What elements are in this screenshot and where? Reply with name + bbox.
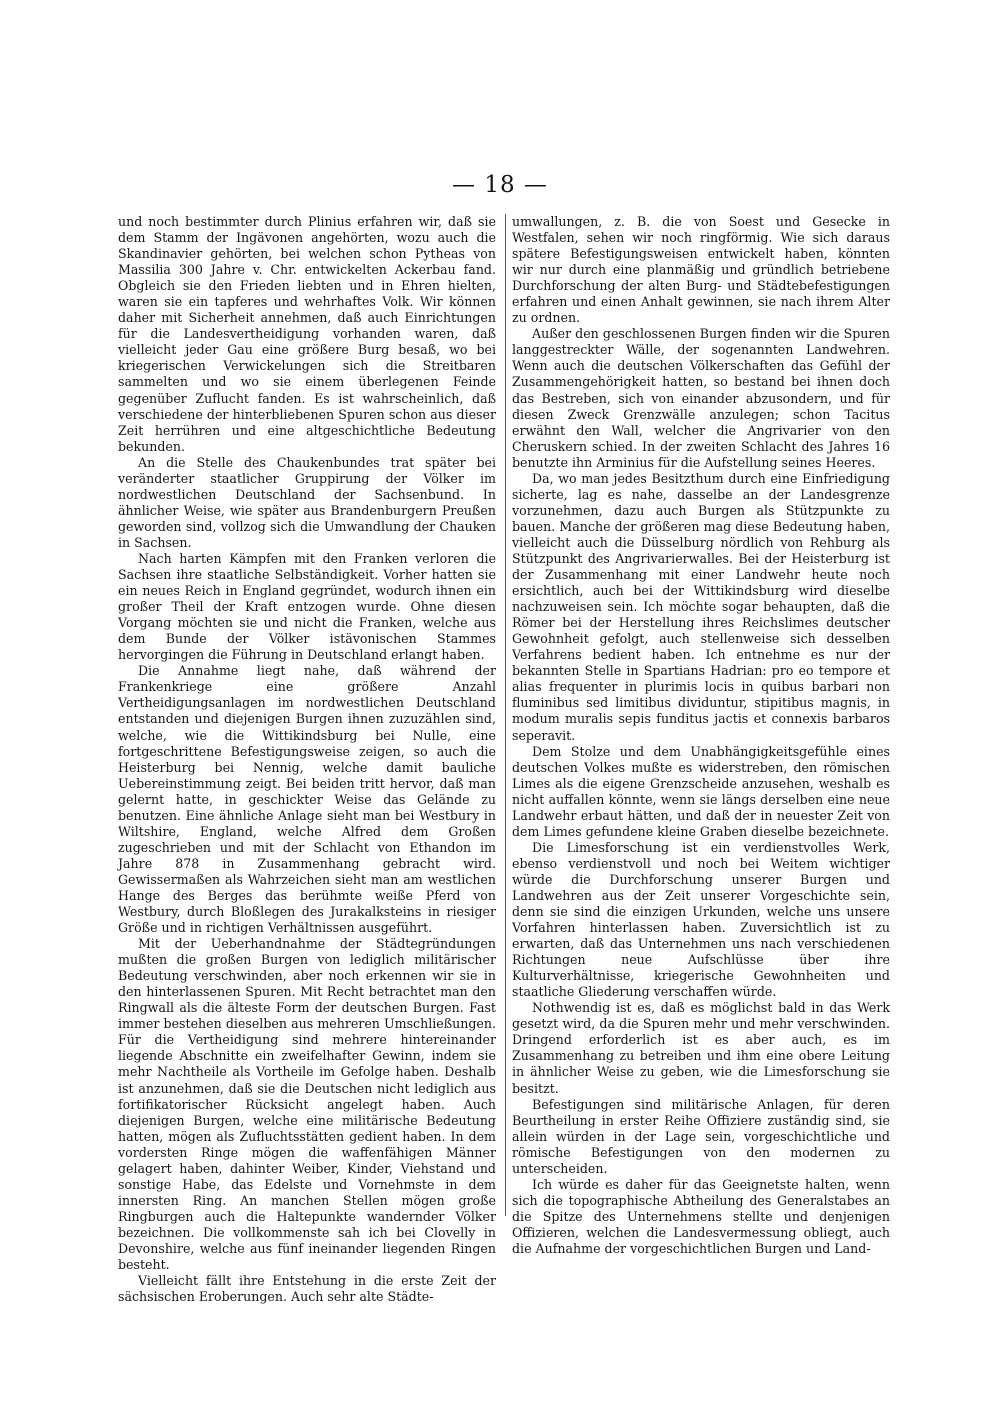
column-divider — [505, 214, 506, 1216]
paragraph: An die Stelle des Chaukenbundes trat später bei veränderter staatlicher Gruppirung der Völker im nordwestlichen Deutschland der Sachsenbund. In ähnlicher Weise, wie später aus Brandenburgern Preußen geworden sind, vollzog sich die Umwandlung der Chauken in Sachsen. — [118, 454, 496, 550]
paragraph: Die Annahme liegt nahe, daß während der Frankenkriege eine größere Anzahl Vertheidigungsanlagen im nordwestlichen Deutschland entstanden und diejenigen Burgen ihnen zuzuzählen sind, welche, wie die Wittikindsburg bei Nulle, eine fortgeschrittene Befestigungsweise zeigen, so auch die Heisterburg bei Nennig, welche damit bauliche Uebereinstimmung zeigt. Bei beiden tritt hervor, daß man gelernt hatte, in geschickter Weise das Gelände zu benutzen. Eine ähnliche Anlage sieht man bei Westbury in Wiltshire, England, welche Alfred dem Großen zugeschrieben und mit der Schlacht von Ethandon im Jahre 878 in Zusammenhang gebracht wird. Gewissermaßen als Wahrzeichen sieht man am westlichen Hange des Berges das berühmte weiße Pferd von Westbury, durch Bloßlegen des Jurakalksteins in riesiger Größe und in richtigen Verhältnissen ausgeführt. — [118, 663, 496, 936]
right-column — [512, 214, 890, 1257]
paragraph: Ich würde es daher für das Geeignetste halten, wenn sich die topographische Abtheilung des Generalstabes an die Spitze des Unternehmens stellte und denjenigen Offizieren, welchen die Landesvermessung obliegt, auch die Aufnahme der vorgeschichtlichen Burgen und Land- — [512, 1176, 890, 1256]
paragraph: Außer den geschlossenen Burgen finden wir die Spuren langgestreckter Wälle, der sogenannten Landwehren. Wenn auch die deutschen Völkerschaften das Gefühl der Zusammengehörigkeit hatten, so bestand bei ihnen doch das Bestreben, sich von einander abzusondern, und für diesen Zweck Grenzwälle anzulegen; schon Tacitus erwähnt den Wall, welcher die Angrivarier von den Cheruskern schied. In der zweiten Schlacht des Jahres 16 benutzte ihn Arminius für die Aufstellung seines Heeres. — [512, 326, 890, 470]
page-number: — 18 — — [452, 172, 548, 198]
left-column — [118, 214, 496, 1305]
paragraph: Vielleicht fällt ihre Entstehung in die erste Zeit der sächsischen Eroberungen. Auch sehr alte Städte- — [118, 1273, 496, 1305]
paragraph: Nach harten Kämpfen mit den Franken verloren die Sachsen ihre staatliche Selbständigkeit. Vorher hatten sie ein neues Reich in England gegründet, wodurch ihnen ein großer Theil der Kraft entzogen wurde. Ohne diesen Vorgang möchten sie und nicht die Franken, welche aus dem Bunde der Völker istävonischen Stammes hervorgingen die Führung in Deutschland erlangt haben. — [118, 550, 496, 663]
paragraph: Nothwendig ist es, daß es möglichst bald in das Werk gesetzt wird, da die Spuren mehr und mehr verschwinden. Dringend erforderlich ist es aber auch, es im Zusammenhang zu betreiben und ihm eine obere Leitung in ähnlicher Weise zu geben, wie die Limesforschung sie besitzt. — [512, 1000, 890, 1096]
paragraph: Dem Stolze und dem Unabhängigkeitsgefühle eines deutschen Volkes mußte es widerstreben, den römischen Limes als die eigene Grenzscheide anzusehen, weshalb es nicht auffallen könnte, wenn sie längs derselben eine neue Landwehr erbaut hätten, und daß der in neuester Zeit von dem Limes gefundene kleine Graben dieselbe bezeichnete. — [512, 743, 890, 839]
paragraph: und noch bestimmter durch Plinius erfahren wir, daß sie dem Stamm der Ingävonen angehörten, wozu auch die Skandinavier gehörten, bei welchen schon Pytheas von Massilia 300 Jahre v. Chr. entwickelten Ackerbau fand. Obgleich sie den Frieden liebten und in Ehren hielten, waren sie ein tapferes und wehrhaftes Volk. Wir können daher mit Sicherheit annehmen, daß auch Einrichtungen für die Landesvertheidigung vorhanden waren, daß vielleicht jeder Gau eine größere Burg besaß, wo bei kriegerischen Verwickelungen sich die Streitbaren sammelten und wo sie einem überlegenen Feinde gegenüber Zuflucht fanden. Es ist wahrscheinlich, daß verschiedene der hinterbliebenen Spuren schon aus dieser Zeit herrühren und eine altgeschichtliche Bedeutung bekunden. — [118, 214, 496, 454]
paragraph: Befestigungen sind militärische Anlagen, für deren Beurtheilung in erster Reihe Offiziere zuständig sind, sie allein würden in der Lage sein, vorgeschichtliche und römische Befestigungen von den modernen zu unterscheiden. — [512, 1096, 890, 1176]
paragraph: Mit der Ueberhandnahme der Städtegründungen mußten die großen Burgen von lediglich militärischer Bedeutung verschwinden, aber noch erkennen wir sie in den hinterlassenen Spuren. Mit Recht betrachtet man den Ringwall als die älteste Form der deutschen Burgen. Fast immer bestehen dieselben aus mehreren Umschließungen. Für die Vertheidigung sind mehrere hintereinander liegende Abschnitte ein zweifelhafter Gewinn, indem sie mehr Nachtheile als Vortheile im Gefolge haben. Deshalb ist anzunehmen, daß sie die Deutschen nicht lediglich aus fortifikatorischer Rücksicht angelegt haben. Auch diejenigen Burgen, welche eine militärische Bedeutung hatten, mögen als Zufluchtsstätten gedient haben. In dem vordersten Ringe mögen die waffenfähigen Männer gelagert haben, dahinter Weiber, Kinder, Viehstand und sonstige Habe, das Edelste und Vornehmste in dem innersten Ring. An manchen Stellen mögen große Ringburgen auch die Haltepunkte wandernder Völker bezeichnen. Die vollkommenste sah ich bei Clovelly in Devonshire, welche aus fünf ineinander liegenden Ringen besteht. — [118, 936, 496, 1273]
paragraph: umwallungen, z. B. die von Soest und Gesecke in Westfalen, sehen wir noch ringförmig. Wie sich daraus spätere Befestigungsweisen entwickelt haben, könnten wir nur durch eine planmäßig und gründlich betriebene Durchforschung der alten Burg- und Städtebefestigungen erfahren und einen Anhalt gewinnen, sie nach ihrem Alter zu ordnen. — [512, 214, 890, 326]
paragraph: Die Limesforschung ist ein verdienstvolles Werk, ebenso verdienstvoll und noch bei Weitem wichtiger würde die Durchforschung unserer Burgen und Landwehren aus der Zeit unserer Vorgeschichte sein, denn sie sind die einzigen Urkunden, welche uns unsere Vorfahren hinterlassen haben. Zuversichtlich ist zu erwarten, daß das Unternehmen uns nach verschiedenen Richtungen neue Aufschlüsse über ihre Kulturverhältnisse, kriegerische Gewohnheiten und staatliche Gliederung verschaffen würde. — [512, 839, 890, 1000]
paragraph: Da, wo man jedes Besitzthum durch eine Einfriedigung sicherte, lag es nahe, dasselbe an der Landesgrenze vorzunehmen, dazu auch Burgen als Stützpunkte zu bauen. Manche der größeren mag diese Bedeutung haben, vielleicht auch die Düsselburg nördlich von Rehburg als Stützpunkt des Angrivarierwalles. Bei der Heisterburg ist der Zusammenhang mit einer Landwehr heute noch ersichtlich, auch bei der Wittikindsburg wird dieselbe nachzuweisen sein. Ich möchte sogar behaupten, daß die Römer bei der Herstellung ihres Reichslimes deutscher Gewohnheit gefolgt, auch stellenweise sich desselben Verfahrens bedient haben. Ich entnehme es nur der bekannten Stelle in Spartians Hadrian: pro eo tempore et alias frequenter in plurimis locis in quibus barbari non fluminibus sed limitibus dividuntur, stipitibus magnis, in modum muralis sepis funditus jactis et connexis barbaros seperavit. — [512, 470, 890, 743]
